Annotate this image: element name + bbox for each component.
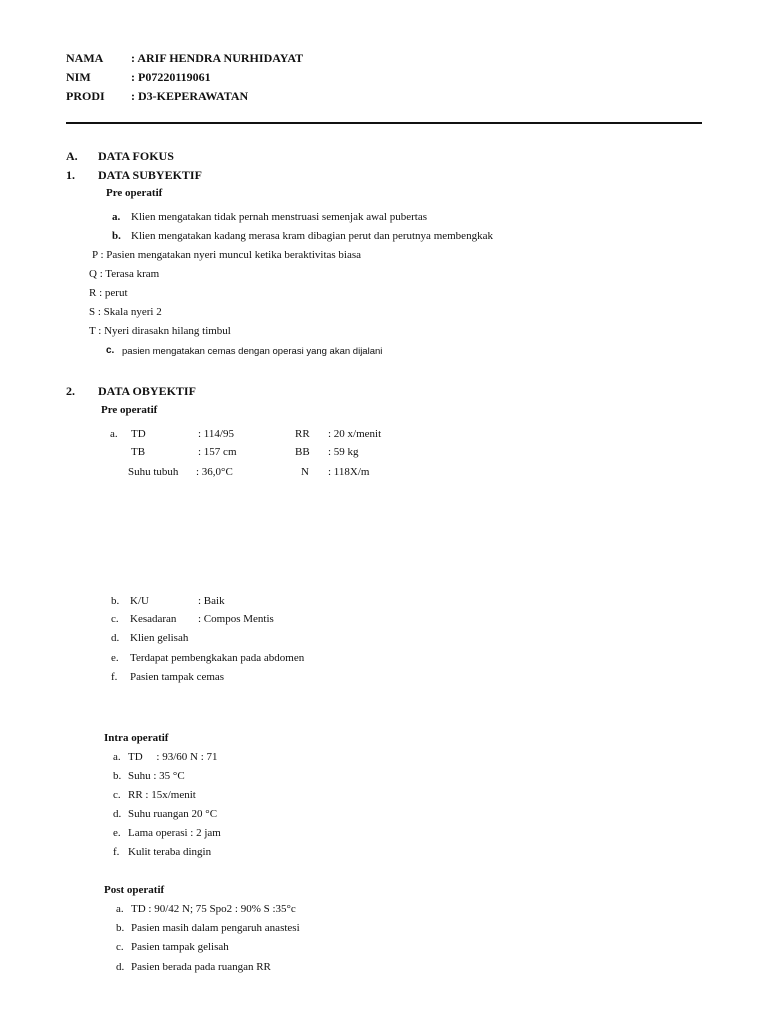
subjektif-pre-title: Pre operatif xyxy=(106,187,163,199)
section-a-title: DATA FOKUS xyxy=(98,149,174,163)
pqrst-r: R : perut xyxy=(89,287,128,299)
vital-key: N xyxy=(301,466,309,478)
list-item: Pasien berada pada ruangan RR xyxy=(131,961,271,973)
nim-label: NIM xyxy=(66,70,91,84)
list-item: Pasien tampak gelisah xyxy=(131,941,229,953)
obyektif-title: DATA OBYEKTIF xyxy=(98,384,196,398)
list-item: Klien mengatakan kadang merasa kram dibagian perut dan perutnya membengkak xyxy=(131,230,493,242)
prodi-label: PRODI xyxy=(66,89,105,103)
list-item-value: : Compos Mentis xyxy=(198,613,274,625)
list-marker: b. xyxy=(111,595,120,607)
obyektif-number: 2. xyxy=(66,384,75,398)
nama-label: NAMA xyxy=(66,51,104,65)
list-marker: a. xyxy=(116,903,124,915)
vital-key: TB xyxy=(131,446,146,458)
vital-key: RR xyxy=(295,428,310,440)
list-marker: c. xyxy=(116,941,124,953)
vital-value: : 20 x/menit xyxy=(328,428,382,440)
pqrst-q: Q : Terasa kram xyxy=(89,268,160,280)
list-marker: c. xyxy=(106,345,115,356)
list-marker: e. xyxy=(113,827,121,839)
nim-value: : P07220119061 xyxy=(131,70,211,84)
subjektif-title: DATA SUBYEKTIF xyxy=(98,168,202,182)
list-item: Terdapat pembengkakan pada abdomen xyxy=(130,652,305,664)
pqrst-t: T : Nyeri dirasakn hilang timbul xyxy=(89,325,231,337)
section-a-number: A. xyxy=(66,149,78,163)
list-marker: b. xyxy=(112,230,121,242)
list-marker: b. xyxy=(116,922,125,934)
list-item: Suhu ruangan 20 °C xyxy=(128,808,218,820)
list-item: Kesadaran xyxy=(130,613,177,625)
header-divider xyxy=(66,122,702,124)
list-item: K/U xyxy=(130,595,149,607)
vital-value: : 114/95 xyxy=(198,428,234,440)
vital-value: : 118X/m xyxy=(328,466,370,478)
list-marker: a. xyxy=(110,428,118,440)
list-marker: f. xyxy=(113,846,120,858)
list-marker: d. xyxy=(111,632,120,644)
list-marker: f. xyxy=(111,671,118,683)
subjektif-number: 1. xyxy=(66,168,75,182)
vital-key: TD xyxy=(131,428,146,440)
prodi-value: : D3-KEPERAWATAN xyxy=(131,89,249,103)
list-item: Lama operasi : 2 jam xyxy=(128,827,221,839)
list-marker: c. xyxy=(113,789,121,801)
list-marker: e. xyxy=(111,652,119,664)
list-item: TD : 90/42 N; 75 Spo2 : 90% S :35°c xyxy=(131,903,296,915)
list-item: Pasien tampak cemas xyxy=(130,671,225,683)
list-item: Kulit teraba dingin xyxy=(128,846,212,858)
list-marker: a. xyxy=(112,211,121,223)
post-title: Post operatif xyxy=(104,884,165,896)
list-item: Pasien masih dalam pengaruh anastesi xyxy=(131,922,300,934)
list-marker: d. xyxy=(116,961,125,973)
list-marker: b. xyxy=(113,770,122,782)
list-item: Klien gelisah xyxy=(130,632,189,644)
list-item-value: : Baik xyxy=(198,595,225,607)
list-marker: a. xyxy=(113,751,121,763)
list-item: Suhu : 35 °C xyxy=(128,770,185,782)
pqrst-s: S : Skala nyeri 2 xyxy=(89,306,162,318)
pqrst-p: P : Pasien mengatakan nyeri muncul ketika beraktivitas biasa xyxy=(92,249,362,261)
vital-key: Suhu tubuh xyxy=(128,466,179,478)
vital-key: BB xyxy=(295,446,310,458)
vital-value: : 157 cm xyxy=(198,446,237,458)
nama-value: : ARIF HENDRA NURHIDAYAT xyxy=(131,51,304,65)
intra-title: Intra operatif xyxy=(104,732,169,744)
list-item: pasien mengatakan cemas dengan operasi yang akan dijalani xyxy=(122,346,383,357)
vital-value: : 36,0°C xyxy=(196,466,233,478)
list-item: RR : 15x/menit xyxy=(128,789,196,801)
list-marker: c. xyxy=(111,613,119,625)
list-item: TD : 93/60 N : 71 xyxy=(128,751,218,763)
list-item: Klien mengatakan tidak pernah menstruasi semenjak awal pubertas xyxy=(131,211,427,223)
obyektif-pre-title: Pre operatif xyxy=(101,404,158,416)
list-marker: d. xyxy=(113,808,122,820)
vital-value: : 59 kg xyxy=(328,446,359,458)
